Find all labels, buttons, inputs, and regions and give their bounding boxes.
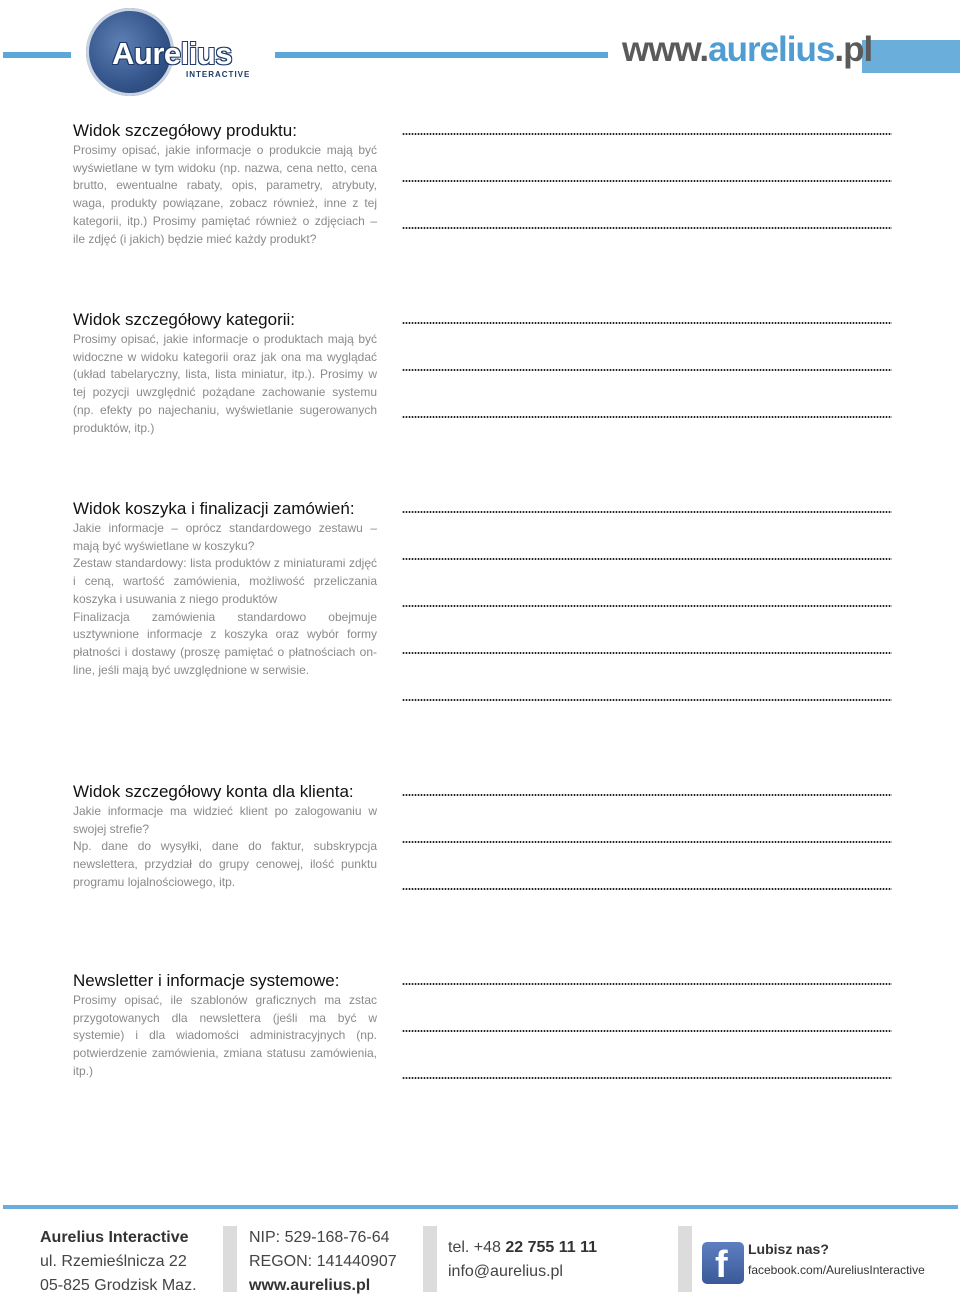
section-paragraph: Jakie informacje – oprócz standardowego zestawu – mają być wyświetlane w koszyku?	[73, 521, 377, 553]
section-description	[73, 331, 377, 437]
section-paragraph: Finalizacja zamówienia standardowo obejmuje usztywnione informacje z koszyka oraz wybór formy płatności i dostawy (proszę pamiętać o płatnościach on-line, jeśli mają być uwzględnione w serwisie.	[73, 609, 377, 677]
answer-dotted-line	[402, 226, 892, 230]
url-brand: aurelius	[708, 30, 835, 69]
footer-facebook-title: Lubisz nas?	[748, 1241, 829, 1257]
section-category-detail	[73, 310, 377, 437]
footer-separator	[423, 1226, 437, 1292]
url-prefix: www.	[622, 30, 709, 69]
answer-dotted-line	[402, 321, 892, 325]
footer-website[interactable]: www.aurelius.pl	[249, 1277, 371, 1294]
section-cart-checkout	[73, 499, 377, 679]
section-title: Widok szczegółowy produktu:	[73, 121, 297, 140]
answer-dotted-line	[402, 604, 892, 608]
answer-dotted-line	[402, 415, 892, 419]
section-title: Widok szczegółowy kategorii:	[73, 310, 296, 329]
section-description	[73, 803, 377, 892]
section-paragraph: Zestaw standardowy: lista produktów z miniaturami zdjęć i ceną, wartość zamówienia, możliwość przeliczania koszyka i usuwania z niego produktów	[73, 556, 377, 606]
footer-phone-number: 22 755 11 11	[505, 1239, 598, 1256]
answer-dotted-line	[402, 132, 892, 136]
footer-registration	[249, 1226, 397, 1298]
answer-dotted-line	[402, 179, 892, 183]
section-title: Widok koszyka i finalizacji zamówień:	[73, 499, 355, 518]
footer-separator	[678, 1226, 692, 1292]
answer-dotted-line	[402, 651, 892, 655]
header-accent-block-right	[862, 40, 960, 73]
answer-dotted-line	[402, 982, 892, 986]
aurelius-logo	[86, 8, 266, 98]
answer-dotted-line	[402, 840, 892, 844]
logo-wordmark: Aurelius	[112, 36, 233, 71]
section-paragraph: Prosimy opisać, jakie informacje o produktach mają być widoczne w widoku kategorii oraz jak ona ma wyglądać (układ tabelaryczny, lista, lista miniatur, itp.). Prosimy w tej pozycji uwzględnić pożądane zachowanie systemu (np. efekty po najechaniu, wyświetlanie sugerowanych produktów, itp.)	[73, 332, 377, 435]
footer-address	[40, 1226, 197, 1298]
answer-dotted-line	[402, 368, 892, 372]
section-paragraph: Jakie informacje ma widzieć klient po zalogowaniu w swojej strefie?	[73, 804, 377, 836]
footer-contact	[448, 1236, 597, 1284]
answer-dotted-line	[402, 793, 892, 797]
answer-dotted-line	[402, 1076, 892, 1080]
section-product-detail	[73, 121, 377, 248]
footer-separator	[223, 1226, 237, 1292]
answer-dotted-line	[402, 698, 892, 702]
footer-phone-label: tel. +48	[448, 1239, 506, 1256]
section-description	[73, 992, 377, 1081]
section-paragraph: Np. dane do wysyłki, dane do faktur, subskrypcja newslettera, przydział do grupy cenowej, ilość punktu programu lojalnościowego, itp.	[73, 839, 377, 889]
answer-dotted-line	[402, 557, 892, 561]
facebook-icon[interactable]	[702, 1242, 744, 1284]
section-description	[73, 142, 377, 248]
section-paragraph: Prosimy opisać, jakie informacje o produkcie mają być wyświetlane w tym widoku (np. nazwa, cena netto, cena brutto, ewentualne rabaty, opis, parametry, atrybuty, waga, produkty powiązane, zobacz również, inne z tej kategorii, itp.) Prosimy pamiętać również o zdjęciach – ile zdjęć (i jakich) będzie mieć każdy produkt?	[73, 143, 377, 246]
footer-email[interactable]: info@aurelius.pl	[448, 1263, 563, 1280]
section-title: Newsletter i informacje systemowe:	[73, 971, 340, 990]
footer-regon: REGON: 141440907	[249, 1253, 397, 1270]
footer-company-name: Aurelius Interactive	[40, 1229, 189, 1246]
footer-divider	[3, 1205, 958, 1209]
section-description	[73, 520, 377, 679]
answer-dotted-line	[402, 510, 892, 514]
logo-subtitle: INTERACTIVE	[186, 70, 251, 79]
footer-phone[interactable]	[448, 1236, 597, 1260]
section-title: Widok szczegółowy konta dla klienta:	[73, 782, 354, 801]
answer-dotted-line	[402, 887, 892, 891]
header-accent-bar-left	[3, 52, 71, 58]
footer-facebook-link[interactable]: facebook.com/AureliusInteractive	[748, 1263, 925, 1277]
header-website-url	[622, 30, 872, 70]
header-accent-bar-middle	[275, 52, 608, 58]
section-paragraph: Prosimy opisać, ile szablonów graficznych ma zstac przygotowanych dla newslettera (jeśli ma być w systemie) i dla wiadomości administracyjnych (np. potwierdzenie zamówienia, zmiana statusu zamówienia, itp.)	[73, 993, 377, 1078]
footer-street: ul. Rzemieślnicza 22	[40, 1253, 187, 1270]
url-suffix: .pl	[834, 30, 873, 69]
section-customer-account	[73, 782, 377, 892]
facebook-glyph: f	[715, 1244, 728, 1286]
section-newsletter-system	[73, 971, 377, 1081]
answer-dotted-line	[402, 1029, 892, 1033]
footer-city: 05-825 Grodzisk Maz.	[40, 1277, 197, 1294]
footer-nip: NIP: 529-168-76-64	[249, 1229, 390, 1246]
